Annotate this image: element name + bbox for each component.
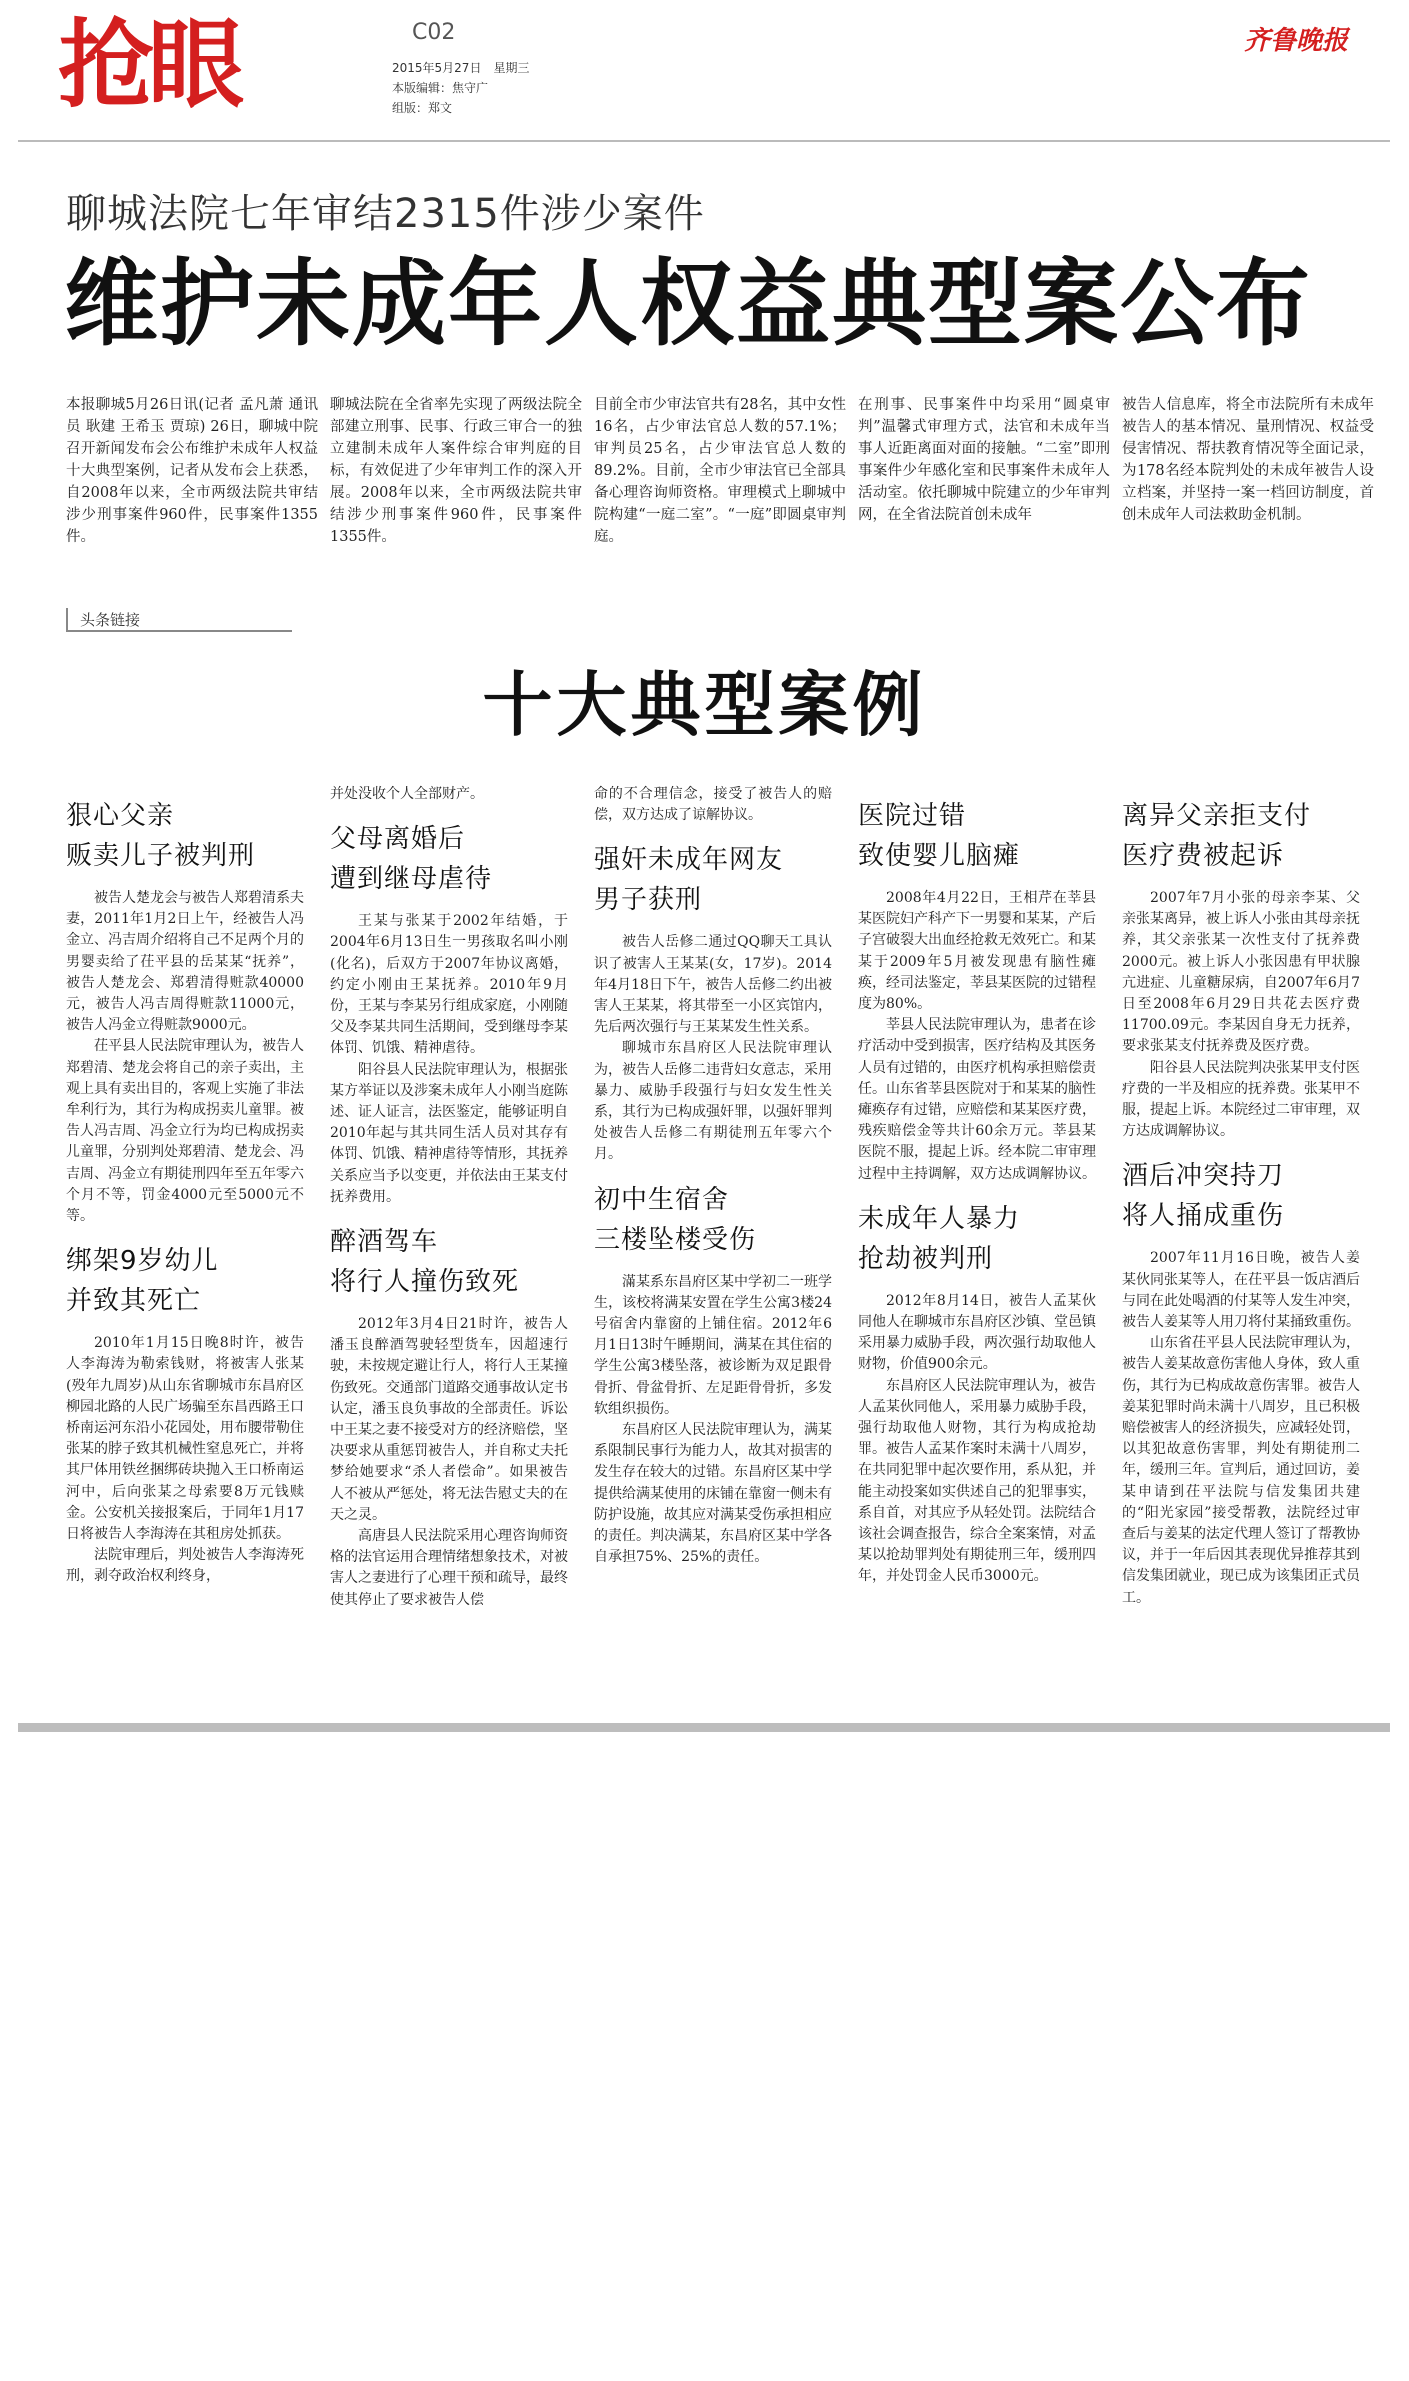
case-4-title-line-1: 醉酒驾车 [330, 1227, 439, 1258]
case-2-paragraph-2: 法院审理后，判处被告人李海涛死刑，剥夺政治权利终身， [66, 1547, 304, 1585]
case-2-title-line-2: 并致其死亡 [66, 1286, 202, 1317]
lead-paragraph-5: 被告人信息库，将全市法院所有未成年被告人的基本情况、量刑情况、权益受侵害情况、帮扶教育情况等全面记录，为178名经本院判处的未成年被告人设立档案，并坚持一案一档回访制度，首创未成年人司法救助金机制。 [1122, 397, 1374, 523]
lead-paragraph-4: 在刑事、民事案件中均采用“圆桌审判”温馨式审理方式，法官和未成年当事人近距离面对面的接触。“二室”即刑事案件少年感化室和民事案件未成年人活动室。依托聊城中院建立的少年审判网，在全省法院首创未成年 [858, 397, 1110, 523]
page-editor: 本版编辑：焦守广 [392, 81, 489, 95]
case-7-title-line-1: 医院过错 [858, 801, 967, 831]
column-4 [858, 796, 1096, 1588]
case-2-title-line-1: 绑架9岁幼儿 [66, 1246, 219, 1277]
bottom-rule [18, 1723, 1390, 1732]
lead-paragraph-3: 目前全市少审法官共有28名，其中女性16名，占少审法官总人数的57.1%；审判员25名，占少审法官总人数的89.2%。目前，全市少审法官已全部具备心理咨询师资格。审理模式上聊城中院构建“一庭二室”。“一庭”即圆桌审判庭。 [594, 397, 846, 545]
case-8-paragraph-2: 东昌府区人民法院审理认为，被告人孟某伙同他人，采用暴力威胁手段，强行劫取他人财物，其行为构成抢劫罪。被告人孟某作案时未满十八周岁，在共同犯罪中起次要作用，系从犯，并能主动投案如实供述自己的犯罪事实，系自首，对其应予从轻处罚。法院结合该社会调查报告，综合全案案情，对孟某以抢劫罪判处有期徒刑三年，缓刑四年，并处罚金人民币3000元。 [858, 1377, 1096, 1585]
case-4-paragraph-2: 高唐县人民法院采用心理咨询师资格的法官运用合理情绪想象技术，对被害人之妻进行了心理干预和疏导，最终使其停止了要求被告人偿 [330, 1528, 568, 1608]
case-2-paragraph-1: 2010年1月15日晚8时许，被告人李海涛为勒索钱财，将被害人张某(殁年九周岁)从山东省聊城市东昌府区柳园北路的人民广场骗至东昌西路王口桥南运河东沿小花园处，用布腰带勒住张某的脖子致其机械性窒息死亡，并将其尸体用铁丝捆绑砖块抛入王口桥南运河中，后向张某之母索要8万元钱赎金。公安机关接报案后，于同年1月17日将被告人李海涛在其租房处抓获。 [66, 1335, 304, 1543]
case-6-title-line-2: 三楼坠楼受伤 [594, 1224, 757, 1255]
page-layout-credit: 组版：郑文 [392, 101, 453, 115]
header-divider [18, 140, 1390, 142]
case-1-title-line-2: 贩卖儿子被判刑 [66, 841, 256, 871]
case-4-continued: 命的不合理信念，接受了被告人的赔偿，双方达成了谅解协议。 [594, 786, 832, 824]
case-5-title-line-2: 男子获刑 [594, 885, 703, 916]
column-2 [330, 784, 568, 1611]
article-headline: 维护未成年人权益典型案公布 [64, 250, 1313, 359]
case-9-title-line-1: 离异父亲拒支付 [1122, 801, 1312, 831]
case-9-title-line-2: 医疗费被起诉 [1122, 841, 1285, 871]
case-5-title-line-1: 强奸未成年网友 [594, 845, 784, 876]
case-8-title-line-2: 抢劫被判刑 [858, 1243, 994, 1274]
case-3-paragraph-2: 阳谷县人民法院审理认为，根据张某方举证以及涉案未成年人小刚当庭陈述、证人证言，法医鉴定，能够证明自2010年起与其共同生活人员对其存有体罚、饥饿、精神虐待等情形，其抚养关系应当予以变更，并依法由王某支付抚养费用。 [330, 1061, 568, 1205]
case-2-continued: 并处没收个人全部财产。 [330, 786, 484, 802]
masthead-logo: 抢眼 [58, 9, 238, 121]
case-6-paragraph-2: 东昌府区人民法院审理认为，满某系限制民事行为能力人，故其对损害的发生存在较大的过错。东昌府区某中学提供给满某使用的床铺在靠窗一侧未有防护设施，故其应对满某受伤承担相应的责任。判决满某，东昌府区某中学各自承担75%、25%的责任。 [594, 1422, 832, 1566]
case-1-paragraph-2: 茌平县人民法院审理认为，被告人郑碧清、楚龙会将自己的亲子卖出，主观上具有卖出目的，客观上实施了非法牟利行为，其行为构成拐卖儿童罪。被告人冯吉周、冯金立行为均已构成拐卖儿童罪，分别判处郑碧清、楚龙会、冯吉周、冯金立有期徒刑四年至五年零六个月不等，罚金4000元至5000元不等。 [66, 1038, 304, 1225]
case-1-paragraph-1: 被告人楚龙会与被告人郑碧清系夫妻，2011年1月2日上午，经被告人冯金立、冯吉周介绍将自己不足两个月的男婴卖给了茌平县的岳某某“抚养”，被告人楚龙会、郑碧清得赃款40000元，被告人冯吉周得赃款11000元，被告人冯金立得赃款9000元。 [66, 890, 304, 1034]
column-3 [594, 784, 832, 1568]
issue-meta [392, 58, 529, 118]
case-6-paragraph-1: 滿某系东昌府区某中学初二一班学生，该校将满某安置在学生公寓3楼24号宿舍内靠窗的上铺住宿。2012年6月1日13时午睡期间，满某在其住宿的学生公寓3楼坠落，被诊断为双足跟骨骨折、骨盆骨折、左足距骨骨折，多发软组织损伤。 [594, 1273, 832, 1417]
section-title: 十大典型案例 [482, 664, 927, 746]
case-4-title-line-2: 将行人撞伤致死 [330, 1267, 520, 1298]
case-7-paragraph-1: 2008年4月22日，王相芹在莘县某医院妇产科产下一男婴和某某，产后子宫破裂大出血经抢救无效死亡。和某某于2009年5月被发现患有脑性瘫痪，经司法鉴定，莘县某医院的过错程度为80%。 [858, 890, 1096, 1013]
case-10-title-line-1: 酒后冲突持刀 [1122, 1161, 1285, 1192]
case-10-paragraph-1: 2007年11月16日晚，被告人姜某伙同张某等人，在茌平县一饭店酒后与同在此处喝酒的付某等人发生冲突，被告人姜某等人用刀将付某捅致重伤。 [1122, 1250, 1360, 1331]
case-6-title-line-1: 初中生宿舍 [594, 1184, 730, 1215]
issue-date: 2015年5月27日 星期三 [392, 61, 530, 75]
newspaper-brand: 齐鲁晚报 [1244, 26, 1349, 56]
case-4-paragraph-1: 2012年3月4日21时许，被告人潘玉良醉酒驾驶轻型货车，因超速行驶，未按规定避让行人，将行人王某撞伤致死。交通部门道路交通事故认定书认定，潘玉良负事故的全部责任。诉讼中王某之妻不接受对方的经济赔偿，坚决要求从重惩罚被告人，并自称丈夫托梦给她要求“杀人者偿命”。如果被告人不被从严惩处，将无法告慰丈夫的在天之灵。 [330, 1316, 568, 1523]
case-8-title-line-1: 未成年人暴力 [858, 1203, 1021, 1234]
page-number: C02 [412, 20, 456, 45]
case-10-title-line-2: 将人捅成重伤 [1122, 1201, 1285, 1232]
case-7-paragraph-2: 莘县人民法院审理认为，患者在诊疗活动中受到损害，医疗结构及其医务人员有过错的，由医疗机构承担赔偿责任。山东省莘县医院对于和某某的脑性瘫痪存有过错，应赔偿和某某医疗费，残疾赔偿金等共计60余万元。莘县某医院不服，提起上诉。经本院二审审理过程中主持调解，双方达成调解协议。 [858, 1017, 1096, 1182]
sidebar-tag: 头条链接 [66, 608, 292, 632]
case-5-paragraph-1: 被告人岳修二通过QQ聊天工具认识了被害人王某某(女，17岁)。2014年4月18日下午，被告人岳修二约出被害人王某某，将其带至一小区宾馆内，先后两次强行与王某某发生性关系。 [594, 934, 832, 1036]
lead-paragraph-2: 聊城法院在全省率先实现了两级法院全部建立刑事、民事、行政三审合一的独立建制未成年人案件综合审判庭的目标，有效促进了少年审判工作的深入开展。2008年以来，全市两级法院共审结涉少刑事案件960件，民事案件1355件。 [330, 397, 582, 545]
column-1 [66, 796, 304, 1588]
case-5-paragraph-2: 聊城市东昌府区人民法院审理认为，被告人岳修二违背妇女意志，采用暴力、威胁手段强行与妇女发生性关系，其行为已构成强奸罪，以强奸罪判处被告人岳修二有期徒刑五年零六个月。 [594, 1040, 832, 1163]
article-subheadline: 聊城法院七年审结2315件涉少案件 [66, 191, 705, 237]
case-8-paragraph-1: 2012年8月14日，被告人孟某伙同他人在聊城市东昌府区沙镇、堂邑镇采用暴力威胁手段，两次强行劫取他人财物，价值900余元。 [858, 1292, 1096, 1373]
case-3-paragraph-1: 王某与张某于2002年结婚，于2004年6月13日生一男孩取名叫小刚(化名)，后双方于2007年协议离婚，约定小刚由王某抚养。2010年9月份，王某与李某另行组成家庭，小刚随父及李某共同生活期间，受到继母李某体罚、饥饿、精神虐待。 [330, 913, 568, 1057]
case-1-title-line-1: 狠心父亲 [66, 801, 175, 831]
case-3-title-line-2: 遭到继母虐待 [330, 864, 493, 895]
case-7-title-line-2: 致使婴儿脑瘫 [858, 841, 1021, 871]
case-3-title-line-1: 父母离婚后 [330, 824, 466, 855]
case-9-paragraph-1: 2007年7月小张的母亲李某、父亲张某离异，被上诉人小张由其母亲抚养，其父亲张某一次性支付了抚养费2000元。被上诉人小张因患有甲状腺亢进症、儿童糖尿病，自2007年6月7日至2008年6月29日共花去医疗费11700.09元。李某因自身无力抚养，要求张某支付抚养费及医疗费。 [1122, 890, 1360, 1055]
column-5 [1122, 796, 1360, 1609]
case-9-paragraph-2: 阳谷县人民法院判决张某甲支付医疗费的一半及相应的抚养费。张某甲不服，提起上诉。本院经过二审审理，双方达成调解协议。 [1122, 1059, 1360, 1140]
lead-paragraph-1: 本报聊城5月26日讯(记者 孟凡萧 通讯员 耿建 王希玉 贾琼) 26日，聊城中院召开新闻发布会公布维护未成年人权益十大典型案例，记者从发布会上获悉，自2008年以来，全市两级法院共审结涉少刑事案件960件，民事案件1355件。 [66, 397, 318, 545]
case-10-paragraph-2: 山东省茌平县人民法院审理认为，被告人姜某故意伤害他人身体，致人重伤，其行为已构成故意伤害罪。被告人姜某犯罪时尚未满十八周岁，且已积极赔偿被害人的经济损失，应减轻处罚，以其犯故意伤害罪，判处有期徒刑二年，缓刑三年。宣判后，通过回访，姜某申请到茌平法院与信发集团共建的“阳光家园”接受帮教，法院经过审查后与姜某的法定代理人签订了帮教协议，并于一年后因其表现优异推荐其到信发集团就业，现已成为该集团正式员工。 [1122, 1335, 1360, 1606]
